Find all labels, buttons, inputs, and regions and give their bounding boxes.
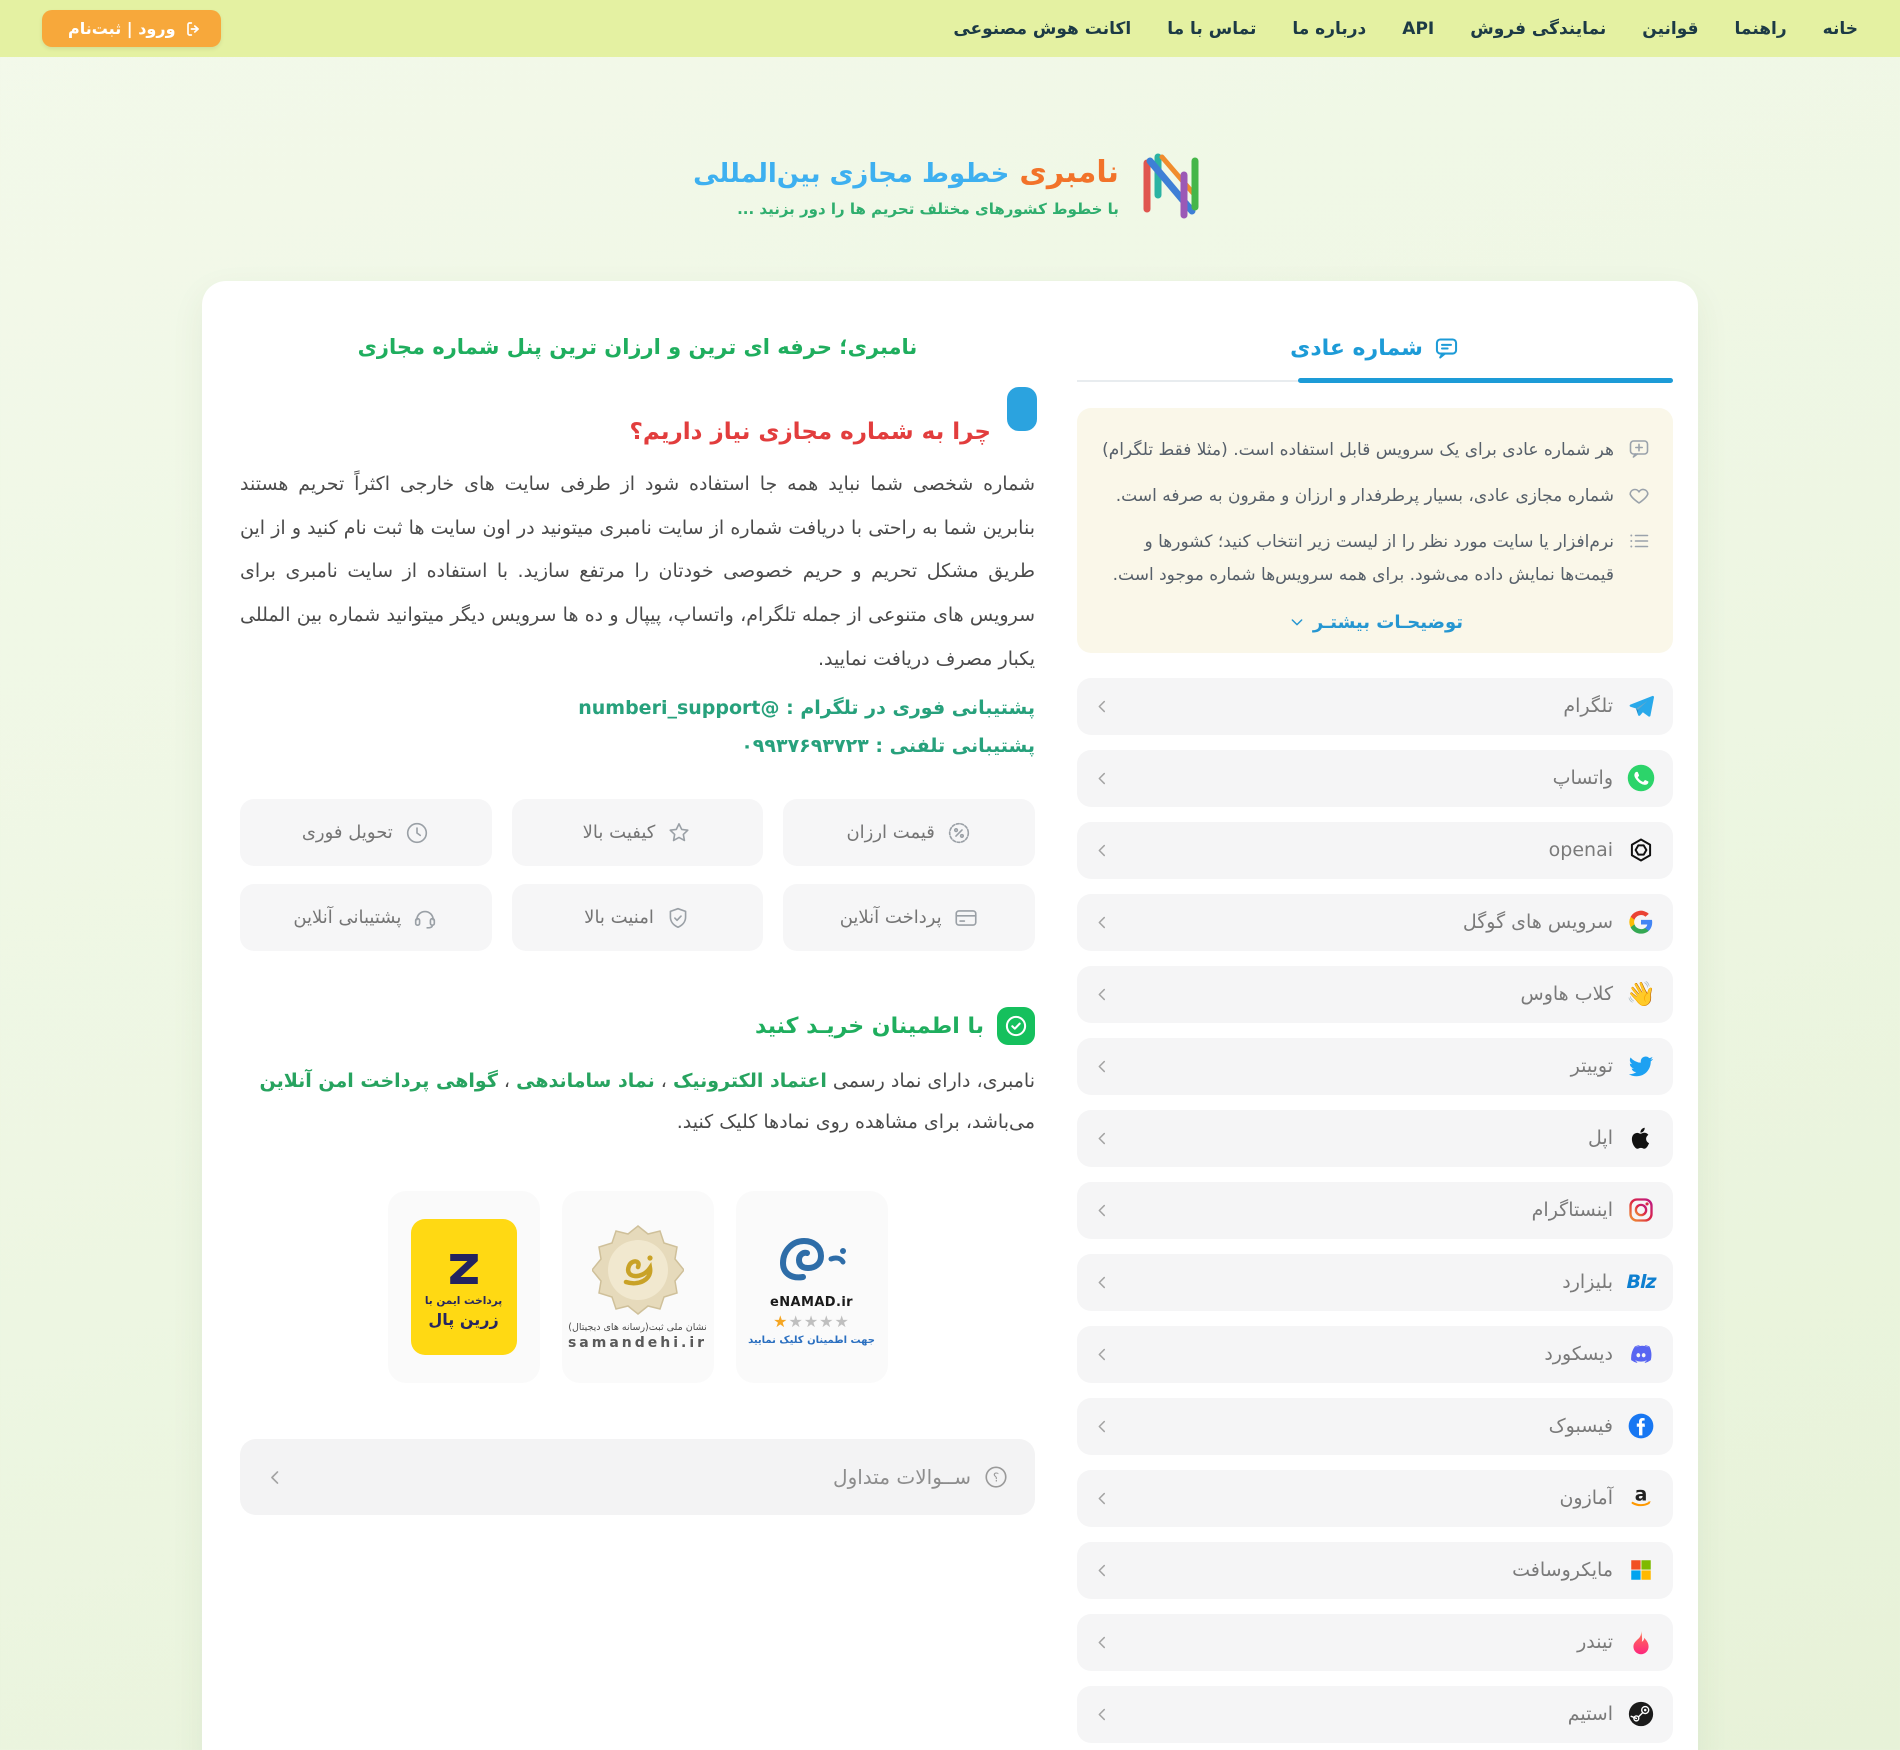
message-plus-icon xyxy=(1627,434,1651,467)
samandehi-link[interactable]: نماد ساماندهی xyxy=(516,1070,655,1093)
brand-name: نامبری xyxy=(1019,155,1119,190)
info-bullet-text: نرم‌افزار یا سایت مورد نظر را از لیست زیر انتخاب کنید؛ کشورها و قیمت‌ها نمایش داده می‌شود. برای همه سرویس‌ها شماره موجود است. xyxy=(1112,532,1614,586)
svg-text:a: a xyxy=(1634,1484,1648,1506)
chevron-left-icon xyxy=(1094,842,1111,859)
trust-section-heading xyxy=(240,1007,1035,1045)
nav-item-ai-account[interactable]: اکانت هوش مصنوعی xyxy=(953,18,1132,39)
samandehi-url: samandehi.ir xyxy=(567,1334,708,1351)
zarinpal-badge[interactable] xyxy=(388,1191,540,1383)
service-label: دیسکورد xyxy=(1544,1343,1613,1366)
samandehi-badge[interactable] xyxy=(562,1191,714,1383)
trust-text-suffix: می‌باشد، برای مشاهده روی نمادها کلیک کنید. xyxy=(676,1111,1035,1134)
chevron-left-icon xyxy=(1094,770,1111,787)
info-bullet-text: هر شماره عادی برای یک سرویس قابل استفاده است. (مثلا فقط تلگرام) xyxy=(1102,440,1614,460)
trust-text-sep1: ، xyxy=(654,1070,673,1093)
telegram-support-link[interactable]: پشتیبانی فوری در تلگرام : @numberi_support xyxy=(578,697,1035,720)
samandehi-caption: نشان ملی ثبت(رسانه های دیجیتال) xyxy=(568,1321,707,1333)
service-row-facebook[interactable] xyxy=(1077,1398,1673,1455)
numberi-logo-icon xyxy=(1135,145,1207,225)
service-row-tinder[interactable] xyxy=(1077,1614,1673,1671)
login-register-label: ورود | ثبت‌نام xyxy=(68,19,176,38)
chip-label: کیفیت بالا xyxy=(582,822,656,844)
chevron-left-icon xyxy=(1094,986,1111,1003)
chevron-left-icon xyxy=(1094,1130,1111,1147)
phone-support-text: پشتیبانی تلفنی : ۰۹۹۳۷۶۹۳۷۲۳ xyxy=(741,735,1035,758)
chevron-left-icon xyxy=(1094,914,1111,931)
chevron-left-icon xyxy=(1094,1562,1111,1579)
check-circle-icon xyxy=(997,1007,1035,1045)
service-list xyxy=(1077,678,1673,1743)
openai-icon xyxy=(1626,835,1656,865)
login-arrow-icon xyxy=(185,20,203,38)
zarinpal-logo xyxy=(411,1219,517,1355)
chip-label: امنیت بالا xyxy=(584,907,654,929)
brand-header xyxy=(0,57,1900,225)
list-icon xyxy=(1627,526,1651,592)
star-icon xyxy=(666,820,692,846)
info-bullet xyxy=(1101,526,1651,592)
trust-paragraph xyxy=(240,1061,1035,1143)
info-bullet-text: شماره مجازی عادی، بسیار پرطرفدار و ارزان و مقرون به صرفه است. xyxy=(1115,486,1614,507)
nav-item-guide[interactable]: راهنما xyxy=(1734,18,1787,39)
chip-label: پرداخت آنلاین xyxy=(839,907,942,929)
brand[interactable] xyxy=(693,145,1207,225)
trust-badges xyxy=(240,1191,1035,1383)
why-section xyxy=(240,419,1035,757)
secure-payment-link[interactable]: گواهی پرداخت امن آنلاین xyxy=(259,1070,498,1093)
info-bullet xyxy=(1101,480,1651,513)
service-label: آمازون xyxy=(1559,1487,1613,1510)
brand-text xyxy=(693,145,1119,218)
service-label: استیم xyxy=(1567,1703,1613,1726)
chip-cheap-price xyxy=(783,799,1035,866)
more-details-label: توضیحـات بیشتـر xyxy=(1312,611,1464,633)
service-row-amazon[interactable] xyxy=(1077,1470,1673,1527)
service-row-instagram[interactable] xyxy=(1077,1182,1673,1239)
enamad-link[interactable]: اعتماد الکترونیک xyxy=(672,1070,827,1093)
content-column xyxy=(240,335,1035,1741)
instagram-icon xyxy=(1626,1195,1656,1225)
service-row-twitter[interactable] xyxy=(1077,1038,1673,1095)
service-row-microsoft[interactable] xyxy=(1077,1542,1673,1599)
enamad-title: eNAMAD.ir xyxy=(770,1294,853,1310)
zarinpal-z-icon xyxy=(441,1246,487,1292)
chip-label: قیمت ارزان xyxy=(846,822,935,844)
active-tab-indicator xyxy=(1298,378,1673,383)
brand-subtitle: خطوط مجازی بین‌المللی xyxy=(693,159,1010,189)
service-label: کلاب هاوس xyxy=(1520,983,1613,1006)
chevron-left-icon xyxy=(1094,1490,1111,1507)
chip-label: پشتیبانی آنلاین xyxy=(293,907,402,929)
main-card xyxy=(202,281,1698,1750)
zarinpal-line1: پرداخت ایمن با xyxy=(424,1294,503,1307)
tab-underline xyxy=(1077,378,1673,383)
service-label: بلیزارد xyxy=(1562,1271,1613,1294)
feature-chips xyxy=(240,799,1035,951)
info-bullet xyxy=(1101,434,1651,467)
amazon-icon xyxy=(1626,1483,1656,1513)
chevron-left-icon xyxy=(1094,1058,1111,1075)
service-row-telegram[interactable] xyxy=(1077,678,1673,735)
chevron-left-icon xyxy=(1094,1346,1111,1363)
nav-item-api[interactable]: API xyxy=(1402,18,1435,39)
clubhouse-waving-hand-icon: 👋 xyxy=(1626,980,1656,1009)
service-row-google[interactable] xyxy=(1077,894,1673,951)
chip-high-quality xyxy=(512,799,764,866)
service-label: اپل xyxy=(1588,1127,1613,1150)
trust-title: با اطمینان خریـد کنید xyxy=(754,1013,984,1039)
steam-icon xyxy=(1626,1699,1656,1729)
main-nav xyxy=(953,19,1858,39)
microsoft-icon xyxy=(1626,1555,1656,1585)
twitter-icon xyxy=(1626,1051,1656,1081)
trust-text-prefix: نامبری، دارای نماد رسمی xyxy=(826,1070,1035,1093)
google-icon xyxy=(1626,907,1656,937)
sms-bubble-icon xyxy=(1433,335,1460,362)
chip-high-security xyxy=(512,884,764,951)
service-label: فیسبوک xyxy=(1548,1415,1613,1438)
chevron-left-icon xyxy=(1094,1202,1111,1219)
chip-label: تحویل فوری xyxy=(301,822,393,844)
blue-quote-decoration xyxy=(1007,387,1037,431)
service-label: توییتر xyxy=(1570,1055,1613,1078)
nav-item-rules[interactable]: قوانین xyxy=(1642,18,1699,39)
service-row-openai[interactable] xyxy=(1077,822,1673,879)
telegram-icon xyxy=(1626,691,1656,721)
enamad-caption: جهت اطمینان کلیک نمایید xyxy=(748,1334,875,1346)
services-panel xyxy=(1077,335,1673,1741)
service-row-clubhouse[interactable] xyxy=(1077,966,1673,1023)
clock-icon xyxy=(404,820,430,846)
brand-tagline: با خطوط کشورهای مختلف تحریم ها را دور بزنید ... xyxy=(737,200,1119,218)
whatsapp-icon xyxy=(1626,763,1656,793)
chevron-left-icon xyxy=(1094,1706,1111,1723)
intro-heading: نامبری؛ حرفه ای ترین و ارزان ترین پنل شماره مجازی xyxy=(357,335,918,359)
tab-normal-number[interactable] xyxy=(1077,335,1673,362)
service-label: مایکروسافت xyxy=(1512,1559,1613,1582)
nav-item-home[interactable]: خانه xyxy=(1822,18,1858,39)
top-navigation-bar xyxy=(0,0,1900,57)
service-label: openai xyxy=(1548,839,1613,862)
nav-item-about[interactable]: درباره ما xyxy=(1292,18,1367,39)
enamad-badge[interactable] xyxy=(736,1191,888,1383)
discount-icon xyxy=(946,820,972,846)
headset-icon xyxy=(412,905,438,931)
service-row-apple[interactable] xyxy=(1077,1110,1673,1167)
tinder-flame-icon xyxy=(1626,1627,1656,1657)
credit-card-icon xyxy=(953,905,979,931)
chevron-left-icon xyxy=(1094,1274,1111,1291)
chevron-left-icon xyxy=(1094,1634,1111,1651)
facebook-icon xyxy=(1626,1411,1656,1441)
service-label: واتساپ xyxy=(1552,767,1613,790)
zarinpal-line2: زرین پال xyxy=(428,1309,499,1329)
why-heading: چرا به شماره مجازی نیاز داریم؟ xyxy=(629,419,991,445)
chip-online-support xyxy=(240,884,492,951)
question-mark-icon xyxy=(983,1464,1009,1490)
samandehi-seal-icon xyxy=(592,1224,684,1316)
shield-check-icon xyxy=(665,905,691,931)
nav-item-contact[interactable]: تماس با ما xyxy=(1167,18,1257,39)
blizzard-icon: Blz xyxy=(1626,1271,1656,1294)
trust-text-sep2: ، xyxy=(497,1070,517,1093)
service-row-blizzard[interactable] xyxy=(1077,1254,1673,1311)
service-label: اینستاگرام xyxy=(1531,1199,1613,1222)
service-label: سرویس های گوگل xyxy=(1462,911,1613,934)
service-label: تلگرام xyxy=(1563,695,1613,718)
faq-bar[interactable] xyxy=(240,1439,1035,1515)
discord-icon xyxy=(1626,1339,1656,1369)
why-paragraph: شماره شخصی شما نباید همه جا استفاده شود از طرفی سایت های خارجی اکثراً تحریم هستند بنابرین شما به راحتی با دریافت شماره از سایت نامبری میتونید در اون سایت ها ثبت نام کنید و از این طریق مشکل تحریم و حریم خصوصی خودتان را مرتفع سازید. با استفاده از سایت نامبری برای سرویس های متنوعی از جمله تلگرام، واتساپ، پیپال و ده ها سرویس دیگر میتوانید شماره بین المللی یکبار مصرف دریافت نمایید. xyxy=(240,473,1035,670)
tab-normal-number-label: شماره عادی xyxy=(1290,336,1423,361)
heart-icon xyxy=(1627,480,1651,513)
chip-online-payment xyxy=(783,884,1035,951)
enamad-star-rating: ★ ★ ★ ★ ★ xyxy=(773,1311,850,1331)
service-row-whatsapp[interactable] xyxy=(1077,750,1673,807)
svg-text:؟: ؟ xyxy=(992,1470,1000,1485)
service-row-steam[interactable] xyxy=(1077,1686,1673,1743)
chevron-left-icon xyxy=(266,1468,285,1487)
apple-icon xyxy=(1626,1123,1656,1153)
service-row-discord[interactable] xyxy=(1077,1326,1673,1383)
chevron-left-icon xyxy=(1094,698,1111,715)
nav-item-reseller[interactable]: نمایندگی فروش xyxy=(1470,18,1607,39)
tab-track xyxy=(1077,380,1298,382)
chip-instant-delivery xyxy=(240,799,492,866)
faq-label: ســوالات متداول xyxy=(833,1465,971,1490)
chevron-left-icon xyxy=(1094,1418,1111,1435)
login-register-button[interactable] xyxy=(42,10,221,47)
info-box xyxy=(1077,408,1673,653)
more-details-link[interactable] xyxy=(1101,606,1651,637)
service-label: تیندر xyxy=(1577,1631,1613,1654)
enamad-logo-icon xyxy=(773,1229,851,1291)
chevron-down-icon xyxy=(1289,614,1305,630)
